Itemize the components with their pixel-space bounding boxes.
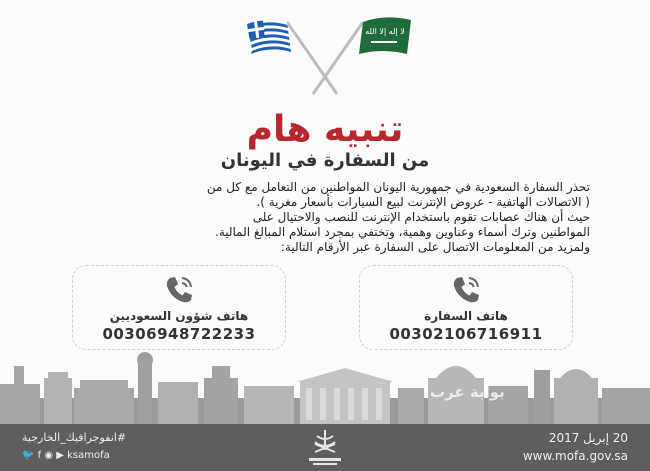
footer-social xyxy=(22,450,110,461)
saudi-affairs-phone-label: هاتف شؤون السعوديين xyxy=(109,309,249,323)
footer-hashtag: #انفوجرافيك_الخارجية xyxy=(22,431,127,444)
warning-line-2: ( الاتصالات الهاتفية - عروض الإنترنت لبيع السيارات بأسعار مغرية ). xyxy=(256,195,590,209)
footer-date: 20 إبريل 2017 xyxy=(548,431,628,445)
saudi-flag-icon xyxy=(359,17,411,54)
footer-bar xyxy=(0,424,650,471)
embassy-phone-number: 00302106716911 xyxy=(389,325,543,343)
social-handle: ksamofa xyxy=(67,450,110,461)
social-icons: 🐦 f ◉ ▶ xyxy=(22,450,68,461)
footer-url[interactable]: www.mofa.gov.sa xyxy=(522,449,628,463)
page-subtitle: من السفارة في اليونان xyxy=(220,150,430,171)
athens-skyline-illustration xyxy=(0,348,650,424)
phone-icon xyxy=(161,272,197,308)
embassy-phone-label: هاتف السفارة xyxy=(424,309,508,323)
saudi-affairs-phone-card xyxy=(72,265,286,350)
phone-icon xyxy=(448,272,484,308)
watermark-text: بوابة عرب xyxy=(430,383,505,401)
warning-line-1: تحذر السفارة السعودية في جمهورية اليونان المواطنين من التعامل مع كل من xyxy=(206,180,590,194)
svg-text:لا إله إلا الله: لا إله إلا الله xyxy=(365,27,405,36)
warning-line-5: ولمزيد من المعلومات الاتصال على السفارة عبر الأرقام التالية: xyxy=(280,240,590,254)
crossed-flags xyxy=(235,8,425,98)
warning-line-3: حيث أن هناك عصابات تقوم باستخدام الإنترنت للنصب والاحتيال على xyxy=(252,210,590,224)
embassy-phone-card xyxy=(359,265,573,350)
ministry-emblem-icon xyxy=(301,426,349,470)
saudi-affairs-phone-number: 00306948722233 xyxy=(102,325,256,343)
warning-line-4: المواطنين وترك أسماء وعناوين وهمية، وتختفي بمجرد استلام المبالغ المالية. xyxy=(215,225,590,239)
greek-flag-icon xyxy=(247,19,291,54)
page-title: تنبيه هام xyxy=(246,109,404,150)
